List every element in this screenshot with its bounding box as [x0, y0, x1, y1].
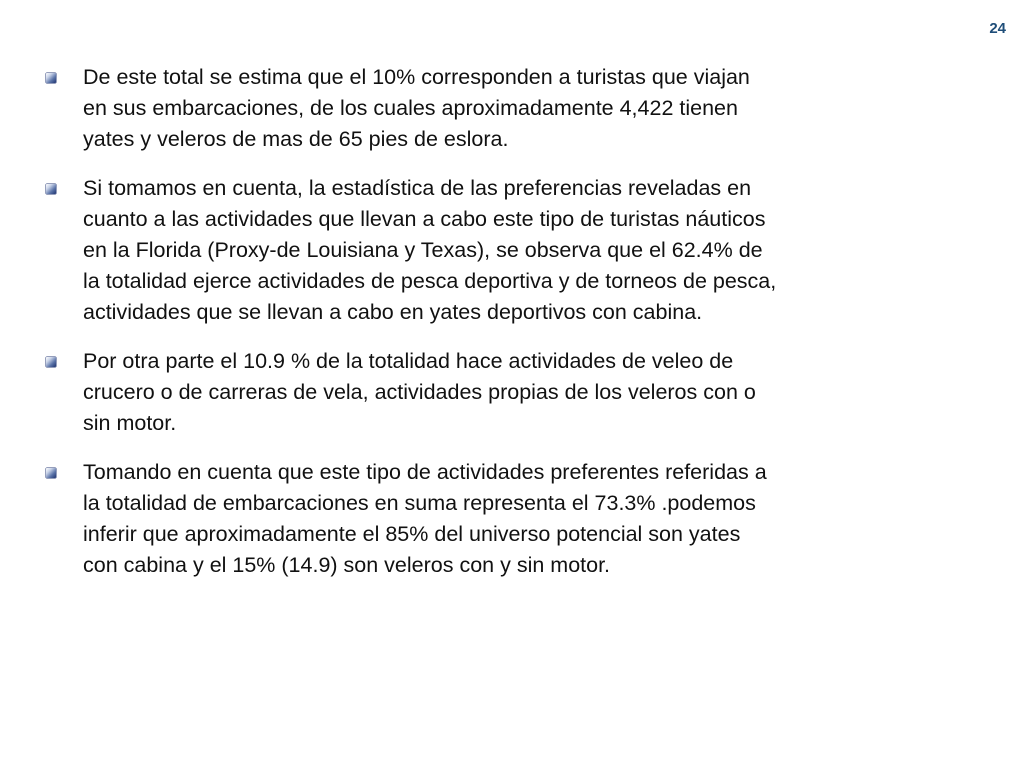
- bullet-line: Por otra parte el 10.9 % de la totalidad hace actividades de veleo de: [83, 349, 734, 373]
- square-bullet-icon: [46, 184, 56, 194]
- list-item: [42, 346, 922, 439]
- bullet-line: crucero o de carreras de vela, actividades propias de los veleros con o: [83, 380, 756, 404]
- bullet-line: cuanto a las actividades que llevan a cabo este tipo de turistas náuticos: [83, 207, 766, 231]
- bullet-line: yates y veleros de mas de 65 pies de eslora.: [83, 127, 509, 151]
- bullet-line: sin motor.: [83, 411, 177, 435]
- list-item: [42, 457, 922, 581]
- square-bullet-icon: [46, 73, 56, 83]
- bullet-line: en sus embarcaciones, de los cuales aproximadamente 4,422 tienen: [83, 96, 738, 120]
- list-item: [42, 173, 922, 328]
- page-number: 24: [989, 20, 1006, 37]
- bullet-line: actividades que se llevan a cabo en yates deportivos con cabina.: [83, 300, 703, 324]
- bullet-line: De este total se estima que el 10% corresponden a turistas que viajan: [83, 65, 750, 89]
- bullet-line: con cabina y el 15% (14.9) son veleros con y sin motor.: [83, 553, 611, 577]
- bullet-line: inferir que aproximadamente el 85% del universo potencial son yates: [83, 522, 741, 546]
- bullet-line: la totalidad ejerce actividades de pesca deportiva y de torneos de pesca,: [83, 269, 777, 293]
- square-bullet-icon: [46, 468, 56, 478]
- square-bullet-icon: [46, 357, 56, 367]
- bullet-line: en la Florida (Proxy-de Louisiana y Texas), se observa que el 62.4% de: [83, 238, 763, 262]
- bullet-line: Si tomamos en cuenta, la estadística de las preferencias reveladas en: [83, 176, 752, 200]
- bullet-line: la totalidad de embarcaciones en suma representa el 73.3% .podemos: [83, 491, 756, 515]
- bullet-line: Tomando en cuenta que este tipo de actividades preferentes referidas a: [83, 460, 767, 484]
- list-item: [42, 62, 922, 155]
- bullet-list: [42, 62, 922, 599]
